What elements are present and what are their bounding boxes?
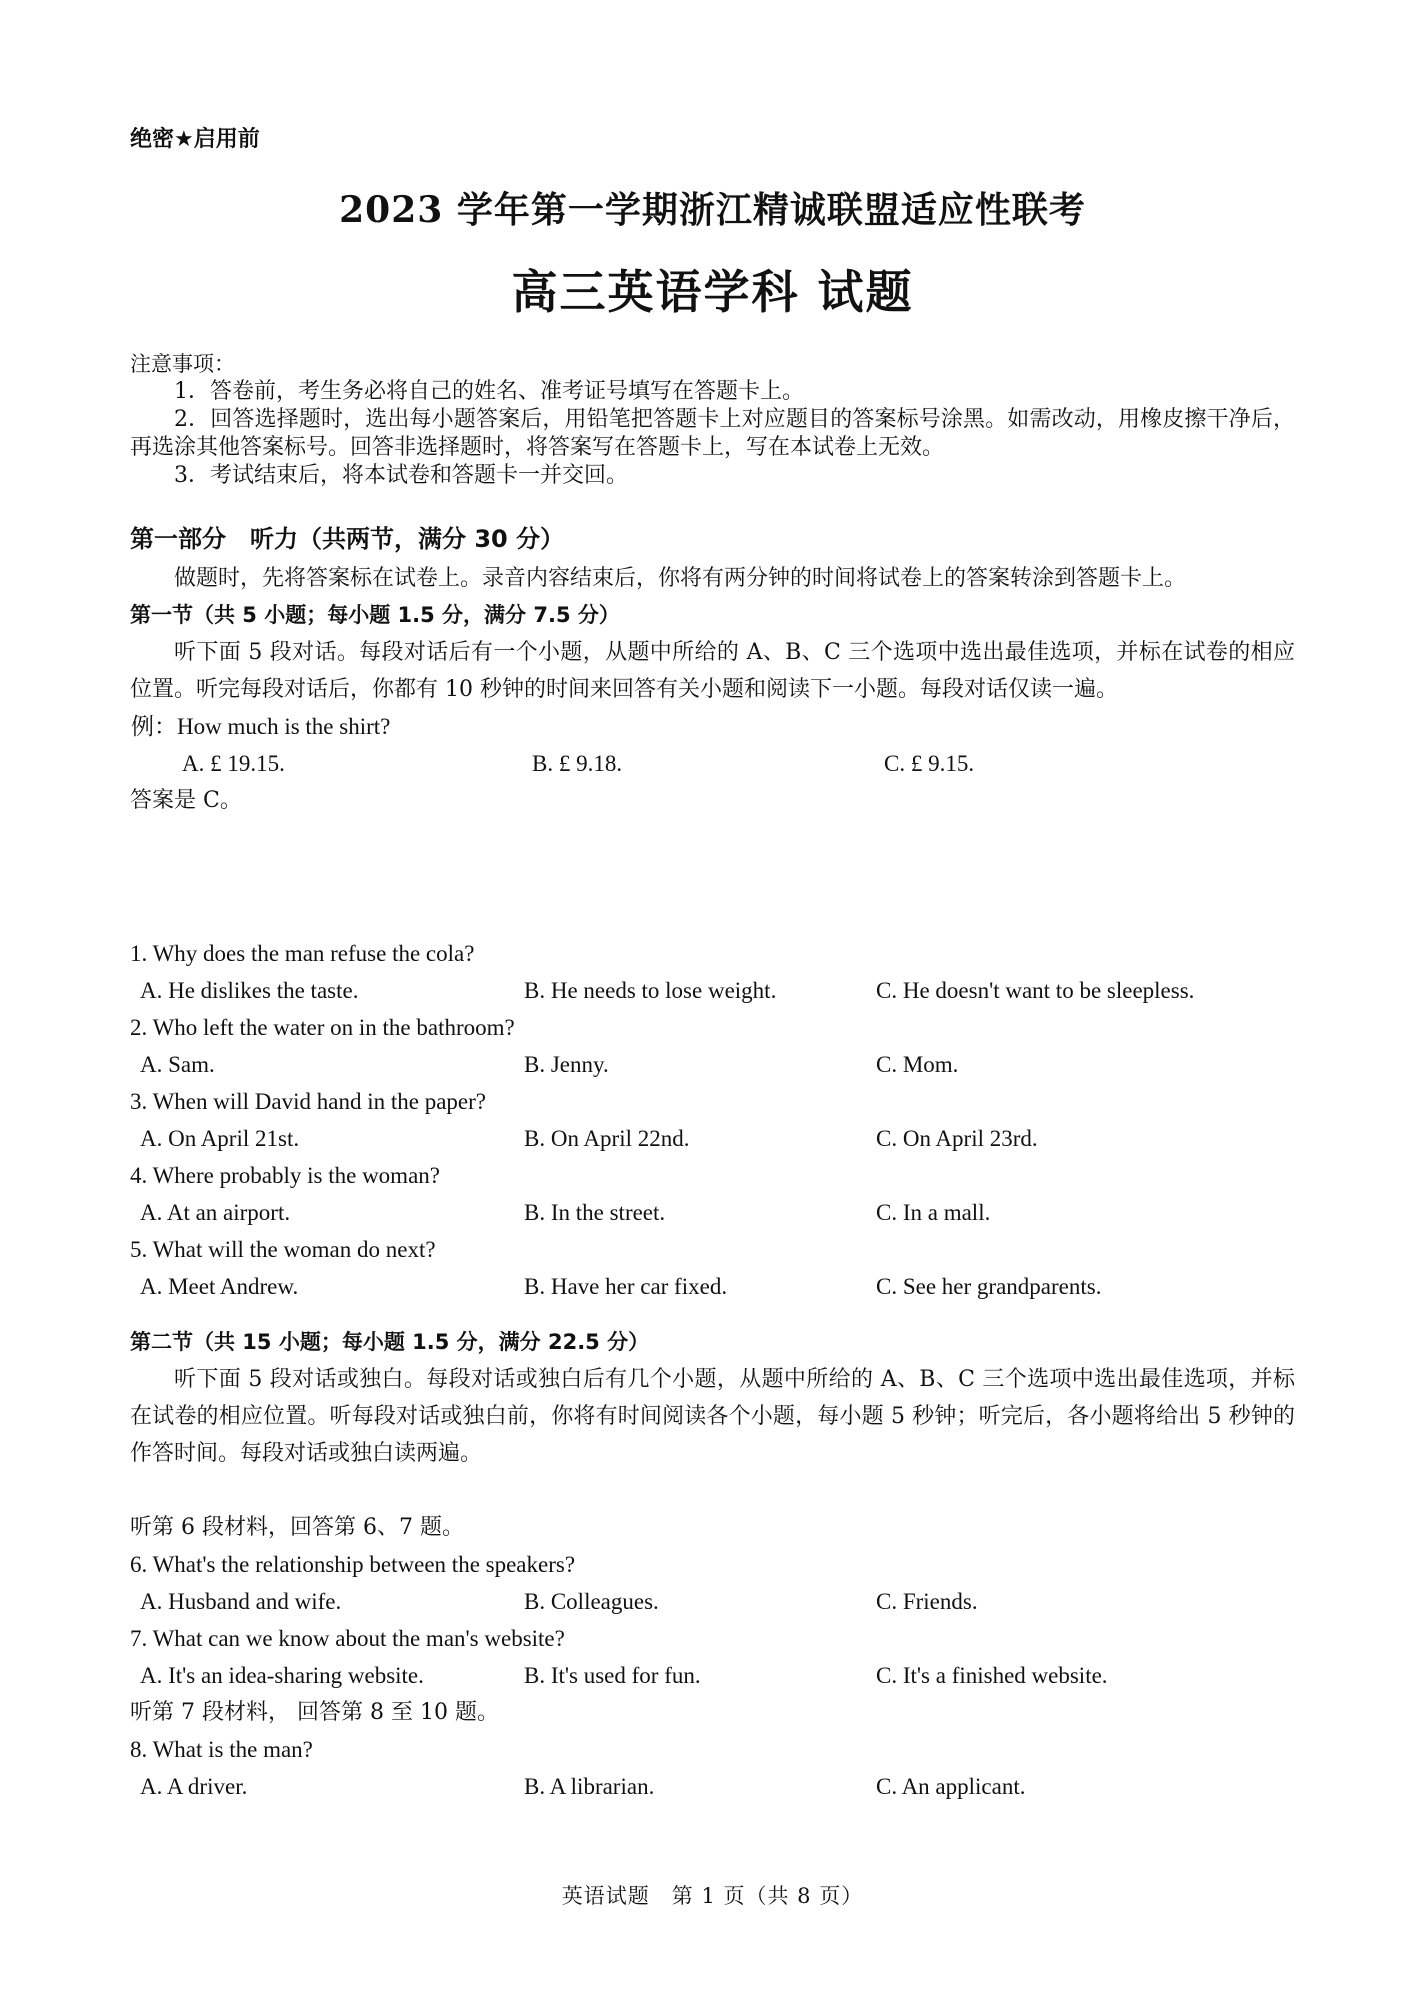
question: 6. What's the relationship between the speakers?: [130, 1552, 576, 1577]
material-instruction: 听第 6 段材料，回答第 6、7 题。: [130, 1515, 464, 1540]
question: 5. What will the woman do next?: [130, 1237, 436, 1262]
section1-heading: 第一节（共 5 小题；每小题 1.5 分，满分 7.5 分）: [130, 603, 620, 627]
option-c: C. He doesn't want to be sleepless.: [876, 978, 1195, 1003]
notes-heading: 注意事项：: [130, 352, 235, 376]
option-b: B. Jenny.: [524, 1052, 609, 1077]
section2: [130, 1324, 1295, 1472]
option-a: A. Sam.: [140, 1052, 215, 1077]
option-c: C. On April 23rd.: [876, 1126, 1038, 1151]
question: 7. What can we know about the man's website?: [130, 1626, 565, 1651]
example-question: 例：How much is the shirt?: [131, 714, 391, 739]
option-a: A. £ 19.15.: [182, 751, 285, 776]
option-b: B. It's used for fun.: [524, 1663, 701, 1688]
question: 1. Why does the man refuse the cola?: [130, 941, 475, 966]
part1-heading: 第一部分 听力（共两节，满分 30 分）: [130, 525, 565, 553]
note-item: 3．考试结束后，将本试卷和答题卡一并交回。: [174, 463, 628, 488]
section1-intro: 听下面 5 段对话。每段对话后有一个小题，从题中所给的 A、B、C 三个选项中选出最佳选项，并标在试卷的相应位置。听完每段对话后，你都有 10 秒钟的时间来回答有关小题和阅读下一小题。每段对话仅读一遍。: [130, 640, 1295, 702]
section2-intro: 听下面 5 段对话或独白。每段对话或独白后有几个小题，从题中所给的 A、B、C 三个选项中选出最佳选项，并标在试卷的相应位置。听每段对话或独白前，你将有时间阅读各个小题，每小题 5 秒钟；听完后，各小题将给出 5 秒钟的作答时间。每段对话或独白读两遍。: [130, 1367, 1295, 1466]
option-b: B. A librarian.: [524, 1774, 655, 1799]
option-a: A. At an airport.: [140, 1200, 291, 1225]
option-c: C. See her grandparents.: [876, 1274, 1102, 1299]
option-a: A. A driver.: [140, 1774, 248, 1799]
page-footer: 英语试题 第 1 页（共 8 页）: [561, 1884, 864, 1908]
option-b: B. On April 22nd.: [524, 1126, 690, 1151]
question: 3. When will David hand in the paper?: [130, 1089, 486, 1114]
option-c: C. £ 9.15.: [884, 751, 975, 776]
option-c: C. In a mall.: [876, 1200, 991, 1225]
confidential-label: 绝密★启用前: [130, 127, 260, 152]
part1-section: [130, 518, 1295, 819]
question-options: [130, 1583, 1295, 1620]
question-options: [130, 1120, 1295, 1157]
section2-questions: [130, 1509, 1295, 1805]
option-a: A. Meet Andrew.: [140, 1274, 299, 1299]
question-options: [130, 1768, 1295, 1805]
note-item: 2．回答选择题时，选出每小题答案后，用铅笔把答题卡上对应题目的答案标号涂黑。如需改动，用橡皮擦干净后，再选涂其他答案标号。回答非选择题时，将答案写在答题卡上，写在本试卷上无效。: [130, 407, 1295, 460]
option-b: B. Have her car fixed.: [524, 1274, 728, 1299]
question: 2. Who left the water on in the bathroom?: [130, 1015, 515, 1040]
question-options: [130, 1268, 1295, 1305]
option-c: C. Mom.: [876, 1052, 959, 1077]
option-b: B. In the street.: [524, 1200, 666, 1225]
option-c: C. An applicant.: [876, 1774, 1026, 1799]
option-c: C. Friends.: [876, 1589, 978, 1614]
question-options: [130, 1194, 1295, 1231]
question-options: [130, 972, 1295, 1009]
material-instruction: 听第 7 段材料， 回答第 8 至 10 题。: [130, 1700, 499, 1725]
option-a: A. Husband and wife.: [140, 1589, 342, 1614]
question-options: [130, 1657, 1295, 1694]
part1-intro: 做题时，先将答案标在试卷上。录音内容结束后，你将有两分钟的时间将试卷上的答案转涂到答题卡上。: [174, 566, 1187, 591]
question: 8. What is the man?: [130, 1737, 313, 1762]
exam-title: 2023 学年第一学期浙江精诚联盟适应性联考: [339, 189, 1086, 231]
option-c: C. It's a finished website.: [876, 1663, 1108, 1688]
option-a: A. He dislikes the taste.: [140, 978, 359, 1003]
example-answer: 答案是 C。: [130, 788, 242, 813]
option-b: B. £ 9.18.: [532, 751, 623, 776]
question: 4. Where probably is the woman?: [130, 1163, 440, 1188]
option-b: B. Colleagues.: [524, 1589, 659, 1614]
section1-questions: [130, 935, 1295, 1305]
example-options: [130, 745, 1295, 782]
notes-section: [130, 350, 1295, 490]
option-a: A. On April 21st.: [140, 1126, 300, 1151]
option-b: B. He needs to lose weight.: [524, 978, 777, 1003]
exam-subject-title: 高三英语学科 试题: [511, 265, 914, 319]
option-a: A. It's an idea-sharing website.: [140, 1663, 424, 1688]
question-options: [130, 1046, 1295, 1083]
section2-heading: 第二节（共 15 小题；每小题 1.5 分，满分 22.5 分）: [130, 1330, 650, 1354]
note-item: 1．答卷前，考生务必将自己的姓名、准考证号填写在答题卡上。: [174, 379, 804, 404]
